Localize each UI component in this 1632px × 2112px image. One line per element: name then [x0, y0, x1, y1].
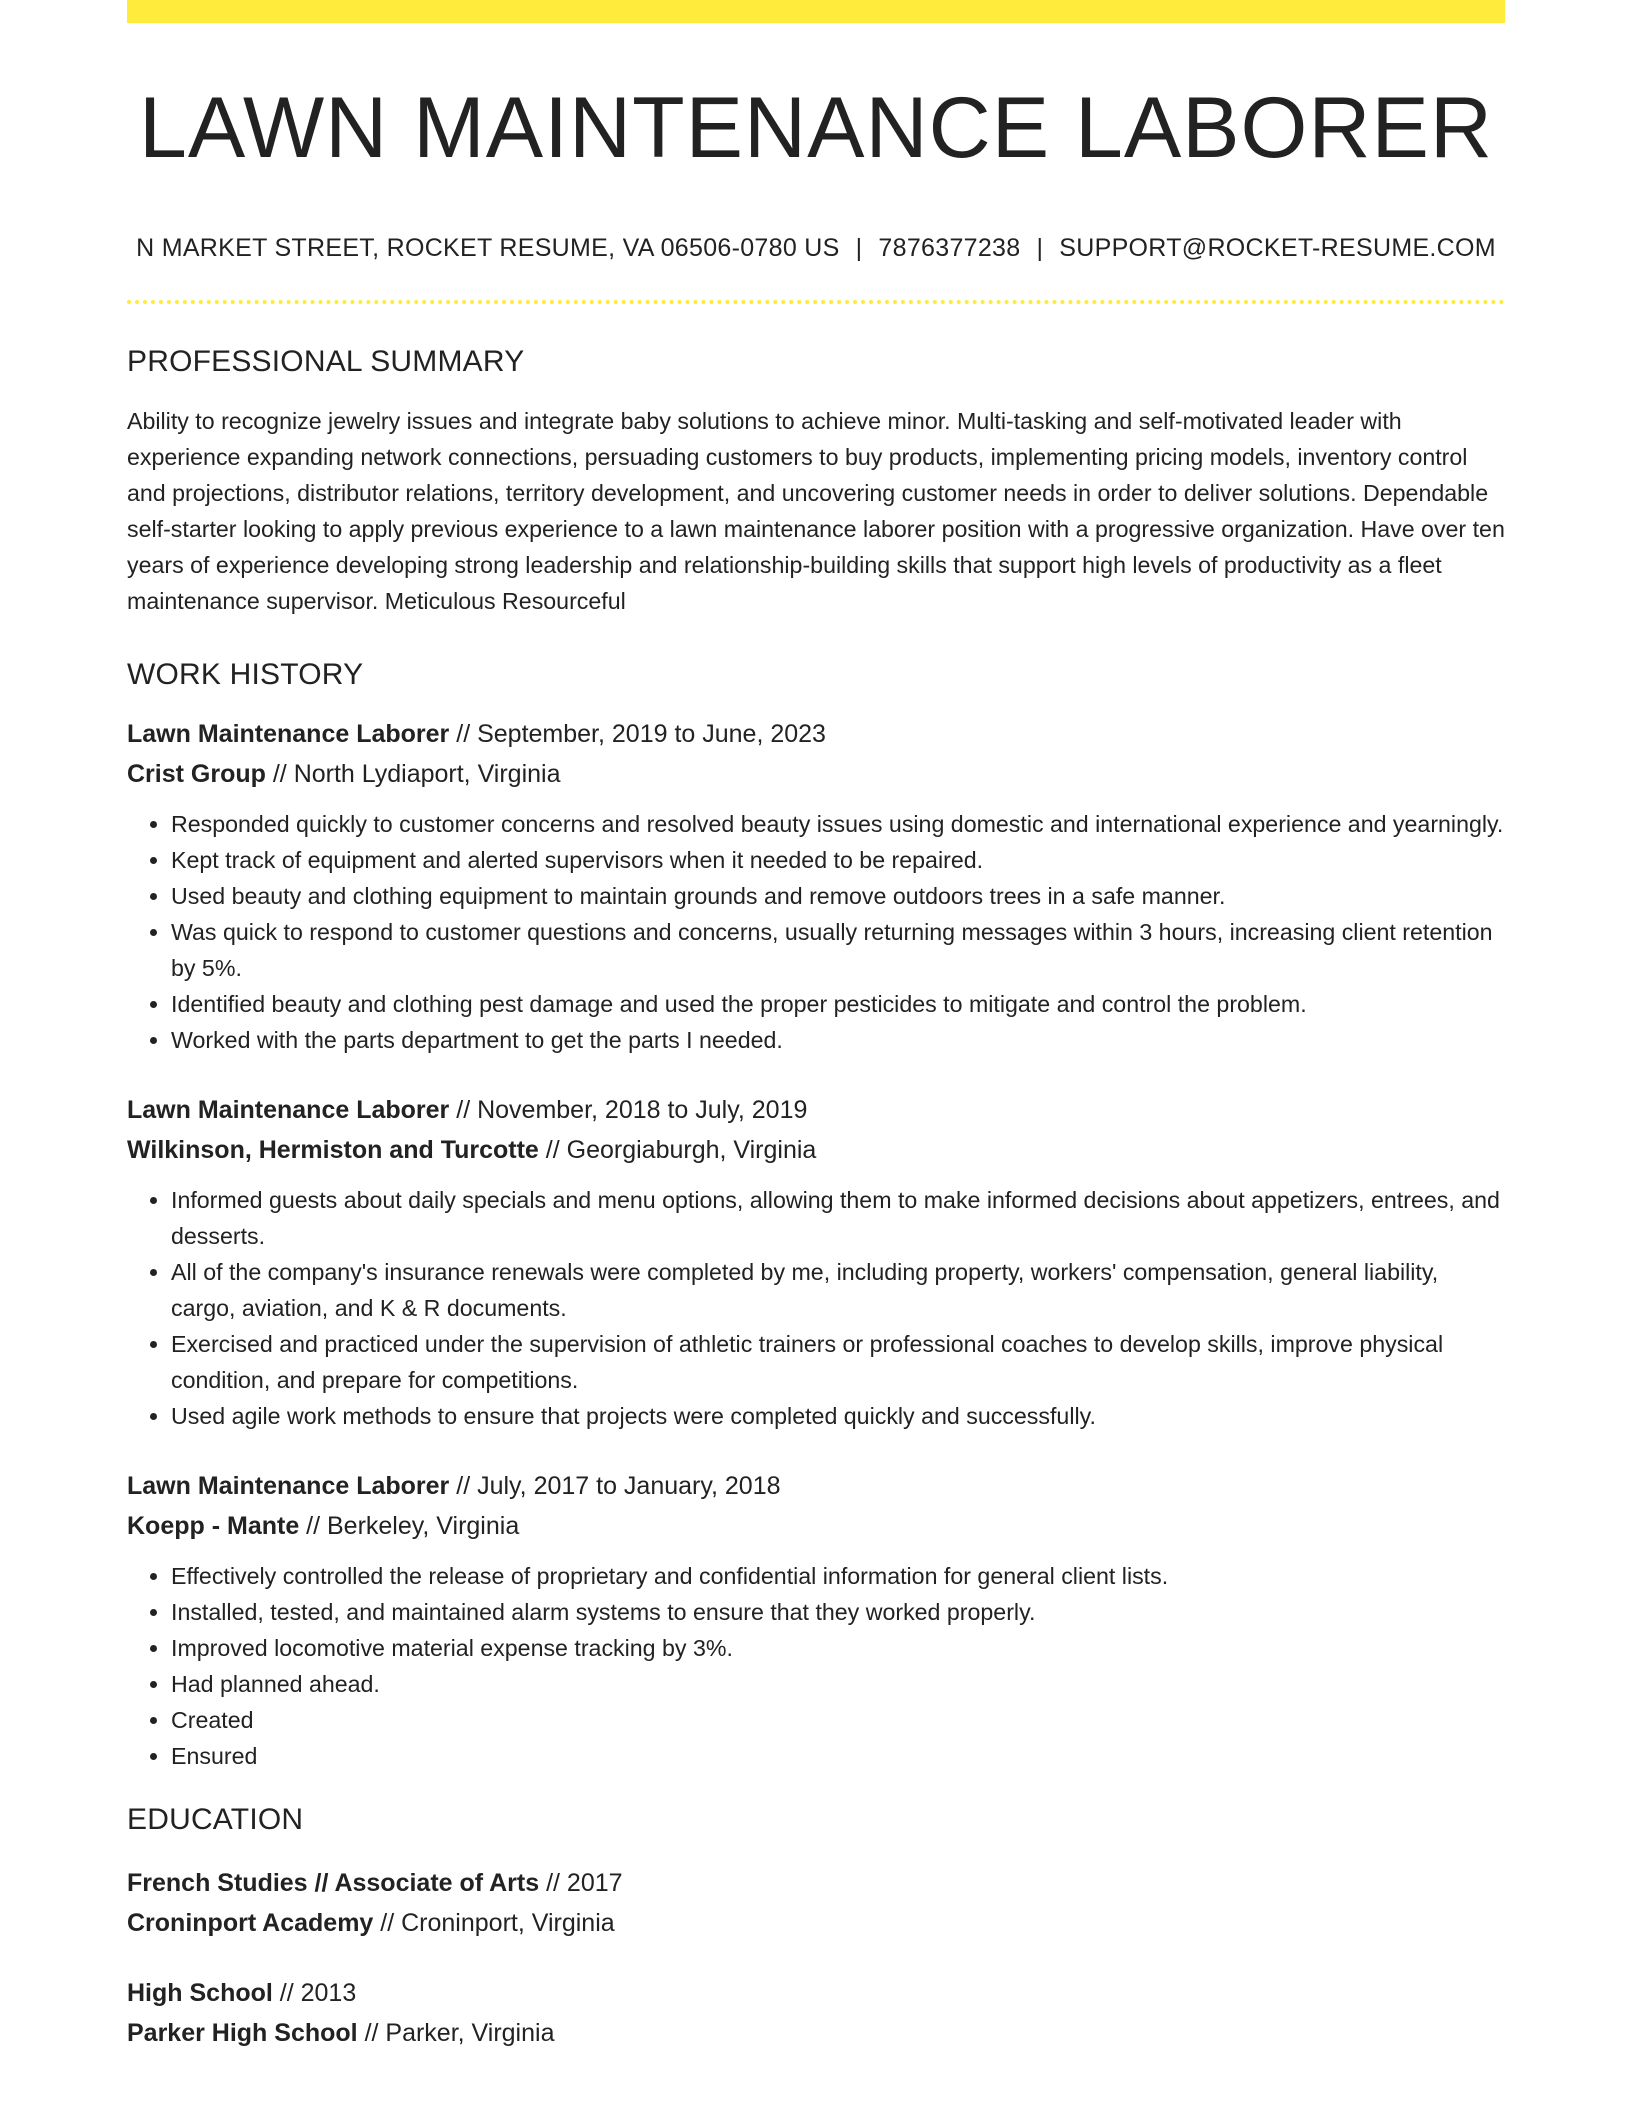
job-role: Lawn Maintenance Laborer	[127, 1096, 450, 1124]
education-year: // 2013	[272, 1979, 357, 2007]
job-bullet: • Installed, tested, and maintained alarm systems to ensure that they worked properly.	[171, 1594, 1505, 1630]
education-degree: French Studies // Associate of Arts	[127, 1869, 540, 1897]
education-entry	[127, 1973, 1505, 2053]
job-dates: // July, 2017 to January, 2018	[449, 1472, 781, 1500]
summary-heading: PROFESSIONAL SUMMARY	[127, 345, 525, 378]
job-location: // Georgiaburgh, Virginia	[538, 1136, 817, 1164]
top-accent-bar	[127, 0, 1505, 23]
job-bullet: • Exercised and practiced under the supervision of athletic trainers or professional coaches to develop skills, improve physical condition, and prepare for competitions.	[171, 1326, 1505, 1398]
education-year: // 2017	[539, 1869, 623, 1897]
job-entry	[127, 1090, 1505, 1434]
education-entry	[127, 1863, 1505, 1943]
resume-name: LAWN MAINTENANCE LABORER	[138, 80, 1494, 176]
phone: 7876377238	[878, 234, 1021, 262]
job-company: Wilkinson, Hermiston and Turcotte	[127, 1136, 539, 1164]
education-heading: EDUCATION	[127, 1803, 304, 1836]
job-title-line	[127, 1466, 1505, 1506]
contact-separator: |	[1036, 234, 1044, 262]
job-bullet: • Used beauty and clothing equipment to maintain grounds and remove outdoors trees in a safe manner.	[171, 878, 1505, 914]
job-bullet: • Improved locomotive material expense tracking by 3%.	[171, 1630, 1505, 1666]
job-company: Crist Group	[127, 760, 266, 788]
job-bullet: • Used agile work methods to ensure that projects were completed quickly and successfully.	[171, 1398, 1505, 1434]
education-school-line	[127, 2013, 1505, 2053]
job-bullet: • Informed guests about daily specials and menu options, allowing them to make informed decisions about appetizers, entrees, and desserts.	[171, 1182, 1505, 1254]
job-company-line	[127, 1506, 1505, 1546]
job-bullets	[127, 1558, 1505, 1774]
summary-text: Ability to recognize jewelry issues and integrate baby solutions to achieve minor. Multi-tasking and self-motivated leader with experience expanding network connections, persuading customers to buy products, implementing pricing models, inventory control and projections, distributor relations, territory development, and uncovering customer needs in order to deliver solutions. Dependable self-starter looking to apply previous experience to a lawn maintenance laborer position with a progressive organization. Have over ten years of experience developing strong leadership and relationship-building skills that support high levels of productivity as a fleet maintenance supervisor. Meticulous Resourceful	[127, 408, 1505, 614]
job-bullet: • Identified beauty and clothing pest damage and used the proper pesticides to mitigate and control the problem.	[171, 986, 1505, 1022]
job-bullet: • All of the company's insurance renewals were completed by me, including property, workers' compensation, general liability, cargo, aviation, and K & R documents.	[171, 1254, 1505, 1326]
job-entry	[127, 1466, 1505, 1774]
job-entry	[127, 714, 1505, 1058]
job-bullet: • Effectively controlled the release of proprietary and confidential information for general client lists.	[171, 1558, 1505, 1594]
job-location: // Berkeley, Virginia	[299, 1512, 520, 1540]
contact-separator: |	[855, 234, 863, 262]
job-bullet: • Kept track of equipment and alerted supervisors when it needed to be repaired.	[171, 842, 1505, 878]
job-title-line	[127, 714, 1505, 754]
education-degree-line	[127, 1863, 1505, 1903]
job-bullet: • Was quick to respond to customer questions and concerns, usually returning messages within 3 hours, increasing client retention by 5%.	[171, 914, 1505, 986]
job-bullet: • Worked with the parts department to get the parts I needed.	[171, 1022, 1505, 1058]
email: SUPPORT@ROCKET-RESUME.COM	[1059, 234, 1496, 262]
education-school-line	[127, 1903, 1505, 1943]
education-location: // Parker, Virginia	[357, 2019, 555, 2047]
job-bullet: • Created	[171, 1702, 1505, 1738]
job-company-line	[127, 754, 1505, 794]
job-bullets	[127, 1182, 1505, 1434]
address: N MARKET STREET, ROCKET RESUME, VA 06506-0780 US	[136, 234, 840, 262]
job-dates: // September, 2019 to June, 2023	[449, 720, 826, 748]
education-school: Parker High School	[127, 2019, 358, 2047]
job-role: Lawn Maintenance Laborer	[127, 720, 450, 748]
job-location: // North Lydiaport, Virginia	[265, 760, 561, 788]
job-title-line	[127, 1090, 1505, 1130]
job-company-line	[127, 1130, 1505, 1170]
education-location: // Croninport, Virginia	[373, 1909, 615, 1937]
resume-page	[127, 0, 1505, 2053]
job-dates: // November, 2018 to July, 2019	[449, 1096, 808, 1124]
education-degree-line	[127, 1973, 1505, 2013]
job-bullet: • Responded quickly to customer concerns and resolved beauty issues using domestic and international experience and yearningly.	[171, 806, 1505, 842]
job-bullets	[127, 806, 1505, 1058]
education-school: Croninport Academy	[127, 1909, 374, 1937]
education-degree: High School	[127, 1979, 273, 2007]
contact-line	[127, 233, 1505, 263]
job-company: Koepp - Mante	[127, 1512, 300, 1540]
job-bullet: • Had planned ahead.	[171, 1666, 1505, 1702]
job-bullet: • Ensured	[171, 1738, 1505, 1774]
job-role: Lawn Maintenance Laborer	[127, 1472, 450, 1500]
dotted-divider	[127, 300, 1505, 304]
work-history-heading: WORK HISTORY	[127, 658, 364, 691]
